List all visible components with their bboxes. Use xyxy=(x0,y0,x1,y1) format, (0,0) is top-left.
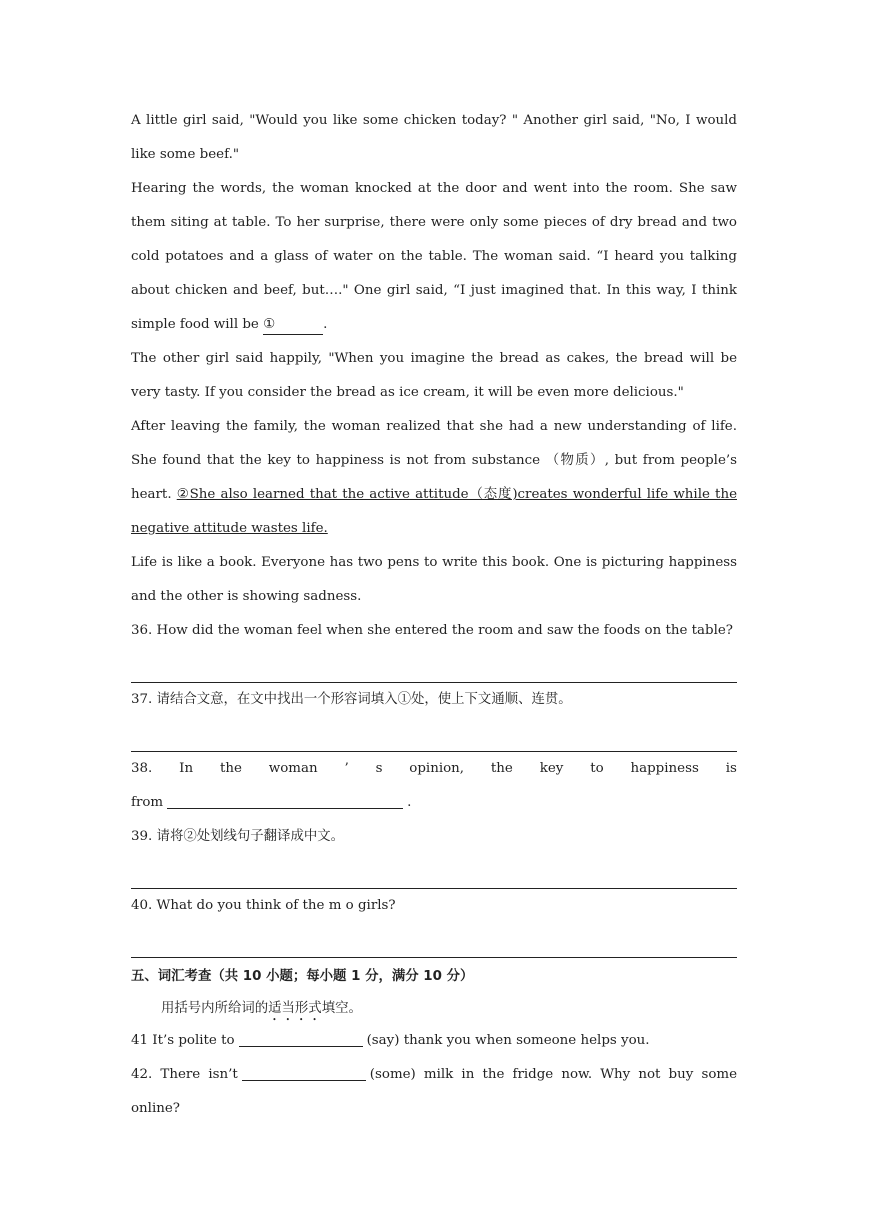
question-38 xyxy=(131,752,737,786)
q38-from: from xyxy=(131,795,164,810)
passage-text: Hearing the words, the woman knocked at the door and went into the room. She saw them siting at table. To her surprise, there were only some pieces of dry bread and two cold potatoes and a glass of water on the table. The woman said. “I heard you talking about chicken and beef, but…." One girl said, “I just imagined that. In this way, I think simple food will be xyxy=(131,181,737,332)
q38-word: s xyxy=(375,761,383,776)
period: . xyxy=(407,795,412,810)
passage-paragraph-1 xyxy=(131,104,737,172)
question-37: 37. 请结合文意，在文中找出一个形容词填入①处，使上下文通顺、连贯。 xyxy=(131,692,572,707)
fill-blank-38[interactable] xyxy=(167,790,403,809)
instruction-text: 填空。 xyxy=(321,1001,362,1016)
q38-word: opinion, xyxy=(409,761,465,776)
q38-word: is xyxy=(725,761,737,776)
passage-paragraph-3 xyxy=(131,342,737,410)
fill-blank-42[interactable] xyxy=(242,1062,366,1081)
q38-word: the xyxy=(490,761,513,776)
instruction-text: 用括号内所给词的 xyxy=(161,1001,269,1016)
q41-text: 41 It’s polite to xyxy=(131,1033,235,1048)
exam-page xyxy=(131,104,737,1126)
passage-text: A little girl said, "Would you like some chicken today? " Another girl said, "No, I would like some beef." xyxy=(131,113,737,162)
underlined-sentence: ②She also learned that the active attitude（态度)creates wonderful life while the negative attitude wastes life. xyxy=(131,487,737,536)
passage-text: Life is like a book. Everyone has two pens to write this book. One is picturing happiness and the other is showing sadness. xyxy=(131,555,737,604)
q38-word: to xyxy=(590,761,604,776)
answer-line-36[interactable] xyxy=(131,648,737,683)
passage-text: After leaving the family, the woman realized that she had a new understanding of life. She found that the key to happiness is not from substance （物质）, but from people’s heart. xyxy=(131,419,737,502)
question-39: 39. 请将②处划线句子翻译成中文。 xyxy=(131,829,345,844)
q38-word: the xyxy=(219,761,242,776)
q42-text: 42. There isn’t xyxy=(131,1067,238,1082)
question-38-continued xyxy=(131,786,737,820)
q38-word: happiness xyxy=(630,761,699,776)
instruction-emphasis: 适当形式 xyxy=(268,1001,322,1016)
question-42 xyxy=(131,1058,737,1126)
q41-text: (say) thank you when someone helps you. xyxy=(366,1033,650,1048)
fill-blank-41[interactable] xyxy=(239,1028,363,1047)
q38-word: 38. xyxy=(131,761,153,776)
section-5-instruction xyxy=(131,994,737,1024)
q38-word: In xyxy=(179,761,194,776)
q42-text: (some) milk in the fridge now. Why not buy some online? xyxy=(131,1067,738,1116)
section-5-title: 五、词汇考查（共 10 小题；每小题 1 分，满分 10 分） xyxy=(131,969,474,984)
question-41 xyxy=(131,1024,737,1058)
passage-paragraph-4 xyxy=(131,410,737,546)
answer-line-39[interactable] xyxy=(131,854,737,889)
question-40: 40. What do you think of the m o girls? xyxy=(131,898,396,913)
question-36: 36. How did the woman feel when she entered the room and saw the foods on the table? xyxy=(131,623,733,638)
q38-word: ’ xyxy=(344,761,349,776)
period: . xyxy=(323,317,328,332)
answer-line-40[interactable] xyxy=(131,923,737,958)
passage-paragraph-2 xyxy=(131,172,737,342)
blank-1: ① xyxy=(263,316,323,335)
q38-word: key xyxy=(539,761,564,776)
passage-text: The other girl said happily, "When you imagine the bread as cakes, the bread will be very tasty. If you consider the bread as ice cream, it will be even more delicious." xyxy=(131,351,737,400)
passage-paragraph-5 xyxy=(131,546,737,614)
q38-word: woman xyxy=(268,761,318,776)
answer-line-37[interactable] xyxy=(131,717,737,752)
